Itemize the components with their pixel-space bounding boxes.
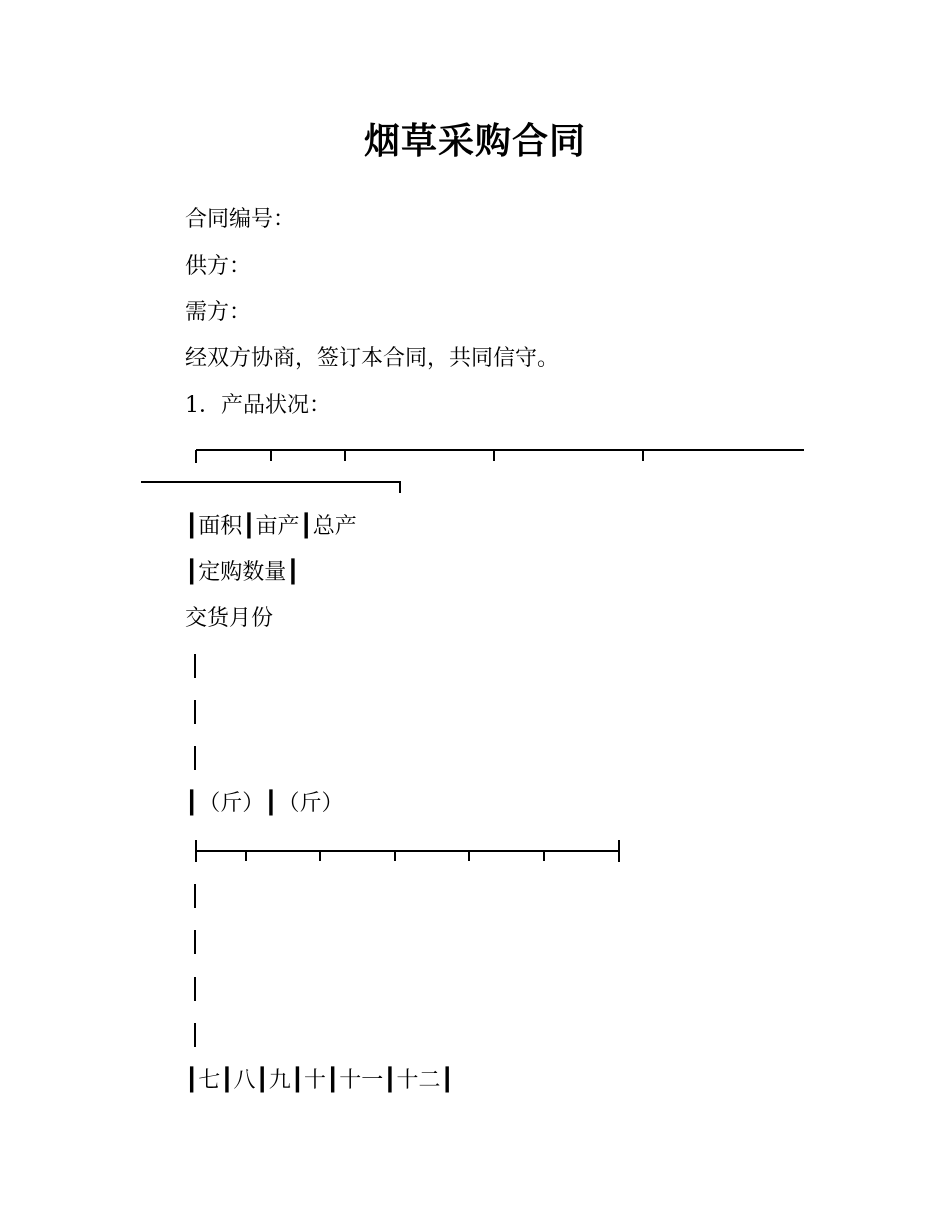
delivery-month-label: 交货月份 xyxy=(185,606,274,631)
table-header-order-row: ┃定购数量┃ xyxy=(185,560,300,585)
table-vertical-bar xyxy=(194,884,196,908)
table-header-area-row: ┃面积┃亩产┃总产 xyxy=(185,514,357,539)
table-unit-row: ┃（斤）┃（斤） xyxy=(185,791,344,816)
contract-number-label: 合同编号： xyxy=(185,207,296,232)
supplier-label: 供方： xyxy=(185,254,252,279)
section-1-heading: 1．产品状况： xyxy=(185,393,331,418)
table-months-row: ┃七┃八┃九┃十┃十一┃十二┃ xyxy=(185,1068,454,1093)
table-vertical-bar xyxy=(194,930,196,954)
table-vertical-bar xyxy=(194,1023,196,1047)
intro-paragraph: 经双方协商，签订本合同，共同信守。 xyxy=(185,346,560,371)
table-vertical-bar xyxy=(194,977,196,1001)
document-title: 烟草采购合同 xyxy=(363,121,586,162)
buyer-label: 需方： xyxy=(185,300,252,325)
